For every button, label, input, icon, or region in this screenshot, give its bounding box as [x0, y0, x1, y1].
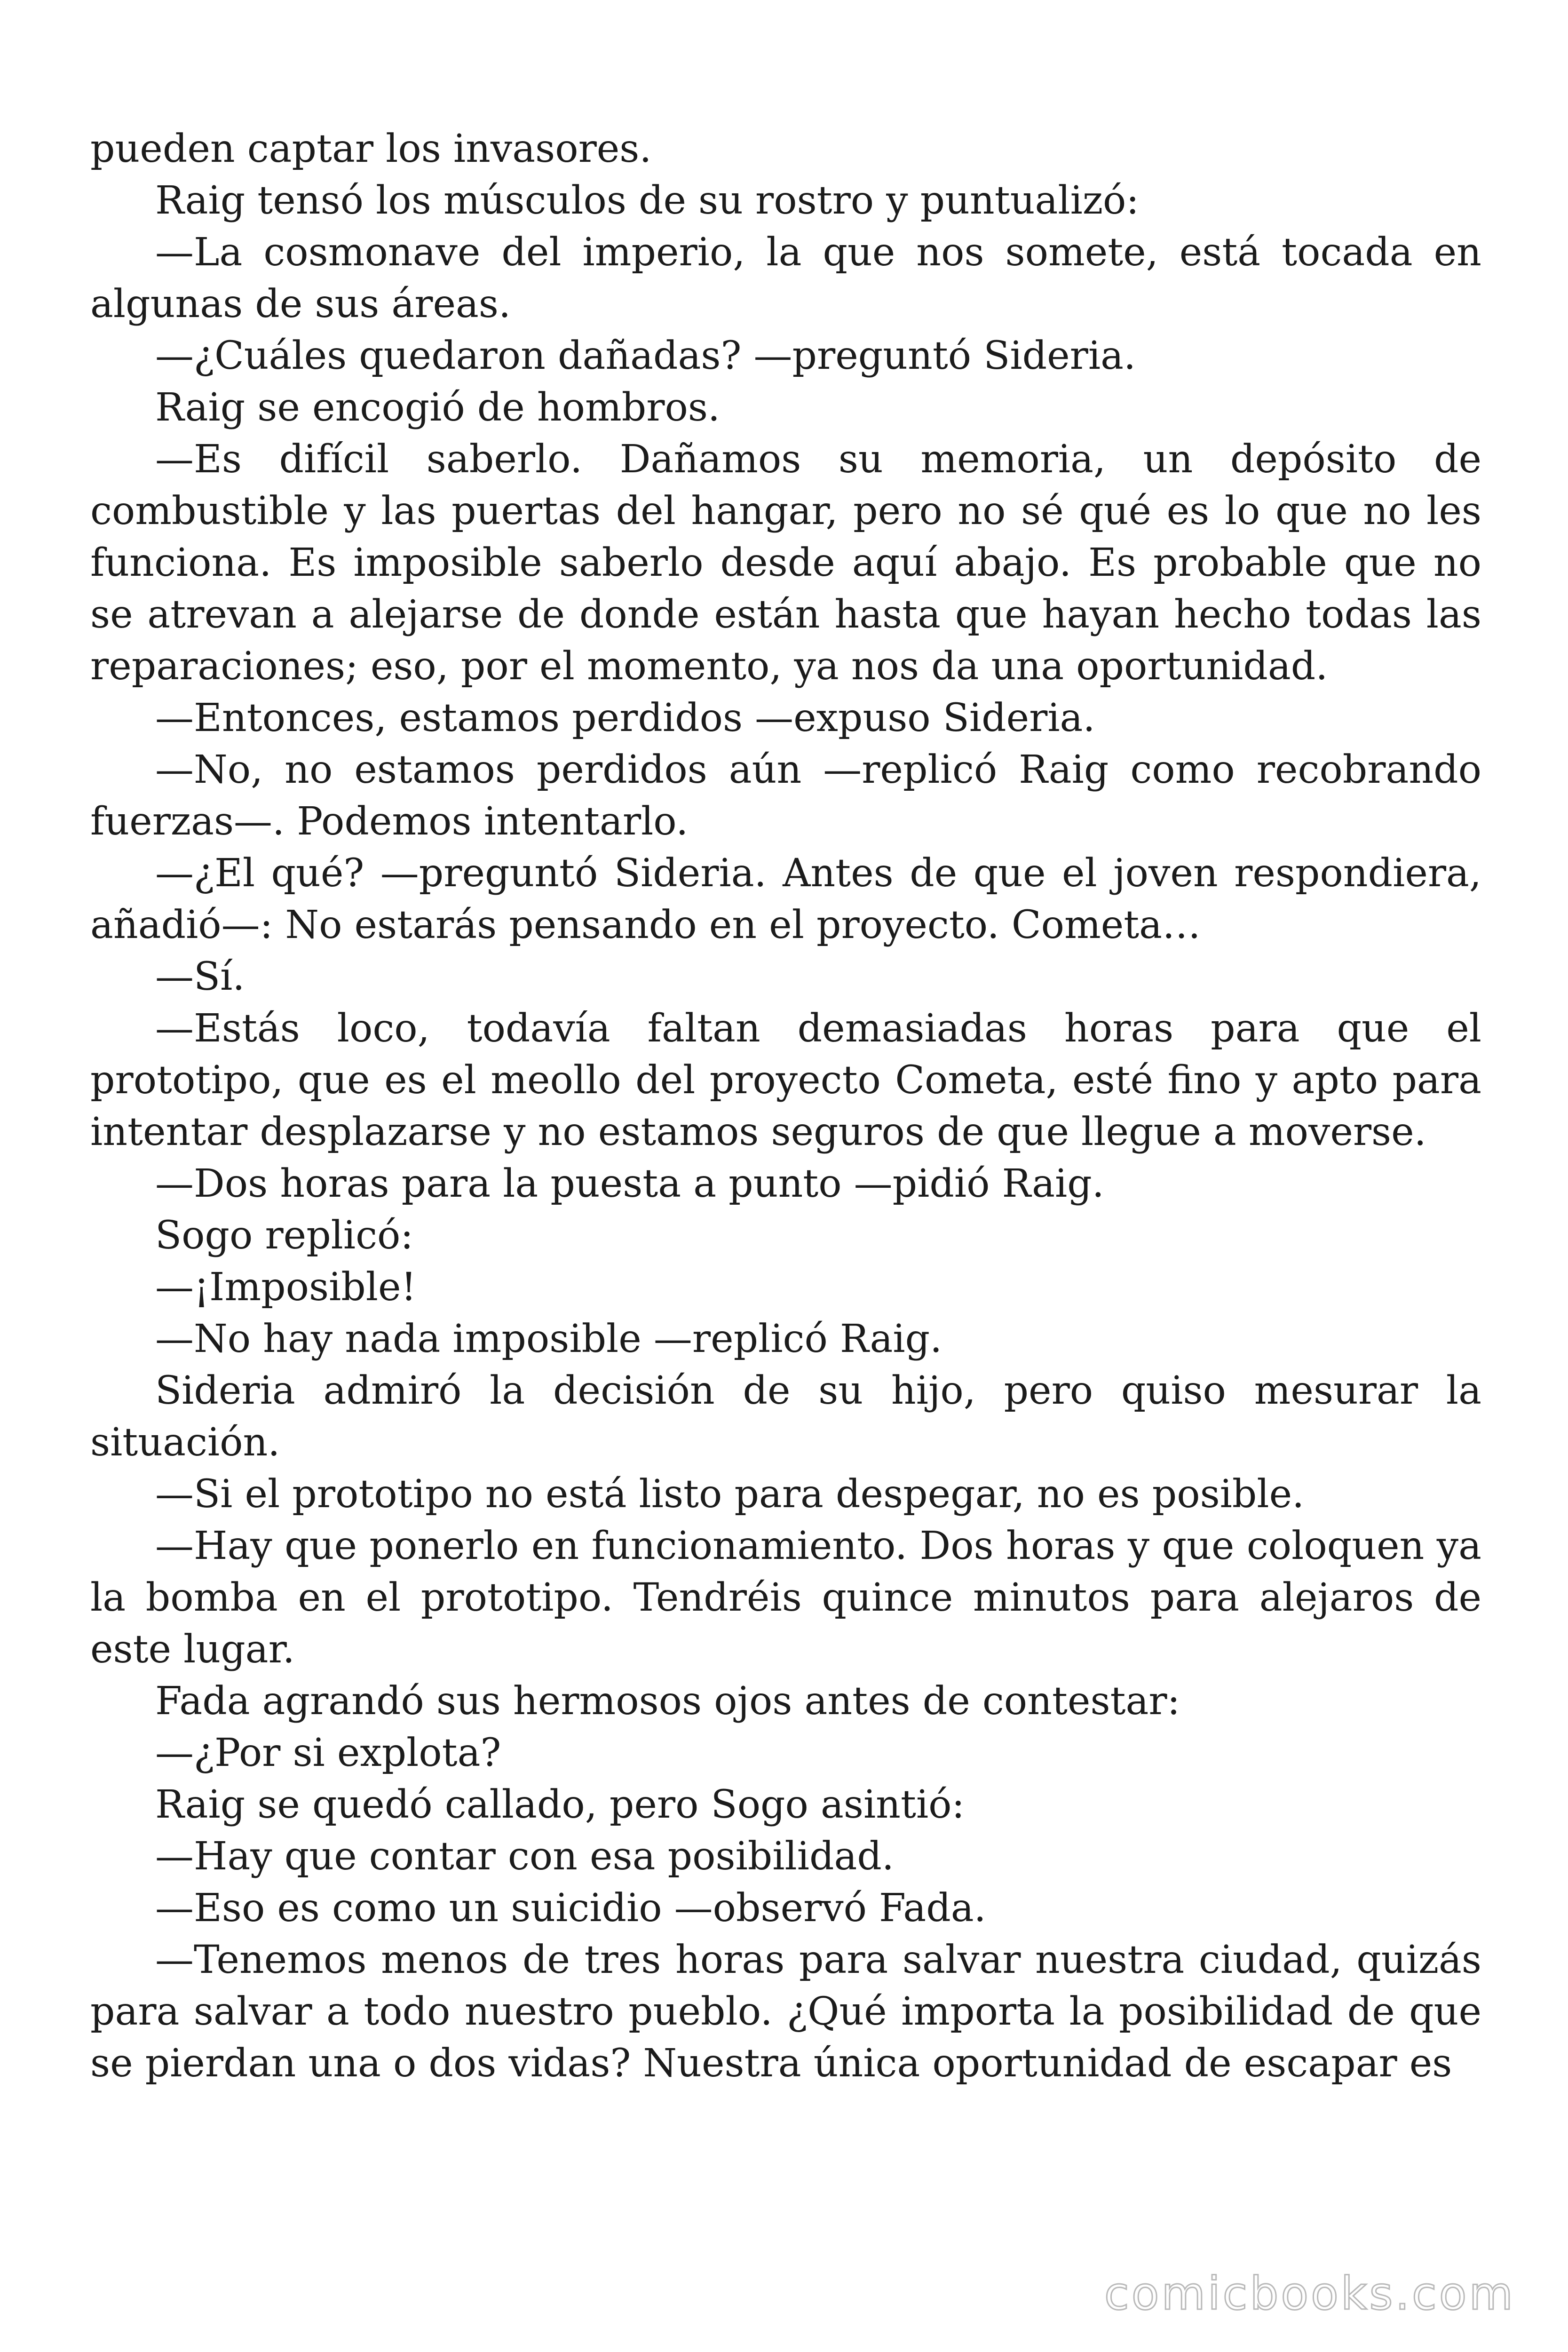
paragraph: —Si el prototipo no está listo para despegar, no es posible. [155, 1472, 1305, 1517]
paragraph: pueden captar los invasores. [90, 127, 652, 171]
paragraph: —Hay que ponerlo en funcionamiento. Dos horas y que coloquen ya la bomba en el prototipo. Tendréis quince minutos para alejaros de este lugar. [90, 1524, 1481, 1672]
page-body [90, 123, 1481, 2090]
paragraph: —Dos horas para la puesta a punto —pidió Raig. [155, 1161, 1104, 1206]
paragraph: —Eso es como un suicidio —observó Fada. [155, 1886, 986, 1931]
paragraph: —¿Cuáles quedaron dañadas? —preguntó Sideria. [155, 334, 1136, 378]
paragraph: —Hay que contar con esa posibilidad. [155, 1834, 894, 1879]
paragraph: Raig se encogió de hombros. [155, 385, 720, 430]
paragraph: —Tenemos menos de tres horas para salvar nuestra ciudad, quizás para salvar a todo nuestro pueblo. ¿Qué importa la posibilidad de que se pierdan una o dos vidas? Nuestra única oportunidad de escapar es [90, 1938, 1481, 2086]
watermark: comicbooks.com [1104, 2267, 1515, 2320]
paragraph: Sogo replicó: [155, 1213, 414, 1258]
paragraph: —¿Por si explota? [155, 1731, 501, 1775]
paragraph: —No, no estamos perdidos aún —replicó Raig como recobrando fuerzas—. Podemos intentarlo. [90, 747, 1481, 844]
paragraph: —Estás loco, todavía faltan demasiadas horas para que el prototipo, que es el meollo del proyecto Cometa, esté fino y apto para intentar desplazarse y no estamos seguros de que llegue a moverse. [90, 1006, 1481, 1154]
paragraph: Fada agrandó sus hermosos ojos antes de contestar: [155, 1679, 1180, 1724]
paragraph: —Entonces, estamos perdidos —expuso Sideria. [155, 696, 1095, 740]
paragraph: —¿El qué? —preguntó Sideria. Antes de que el joven respondiera, añadió—: No estarás pensando en el proyecto. Cometa… [90, 851, 1481, 947]
paragraph: —No hay nada imposible —replicó Raig. [155, 1317, 942, 1361]
paragraph: Raig se quedó callado, pero Sogo asintió: [155, 1782, 965, 1827]
paragraph: —Es difícil saberlo. Dañamos su memoria, un depósito de combustible y las puertas del hangar, pero no sé qué es lo que no les funciona. Es imposible saberlo desde aquí abajo. Es probable que no se atrevan a alejarse de donde están hasta que hayan hecho todas las reparaciones; eso, por el momento, ya nos da una oportunidad. [90, 437, 1481, 689]
paragraph: —La cosmonave del imperio, la que nos somete, está tocada en algunas de sus áreas. [90, 230, 1481, 326]
paragraph: Raig tensó los músculos de su rostro y puntualizó: [155, 178, 1140, 223]
paragraph: —¡Imposible! [155, 1265, 417, 1310]
paragraph: Sideria admiró la decisión de su hijo, pero quiso mesurar la situación. [90, 1368, 1481, 1465]
paragraph: —Sí. [155, 954, 245, 999]
